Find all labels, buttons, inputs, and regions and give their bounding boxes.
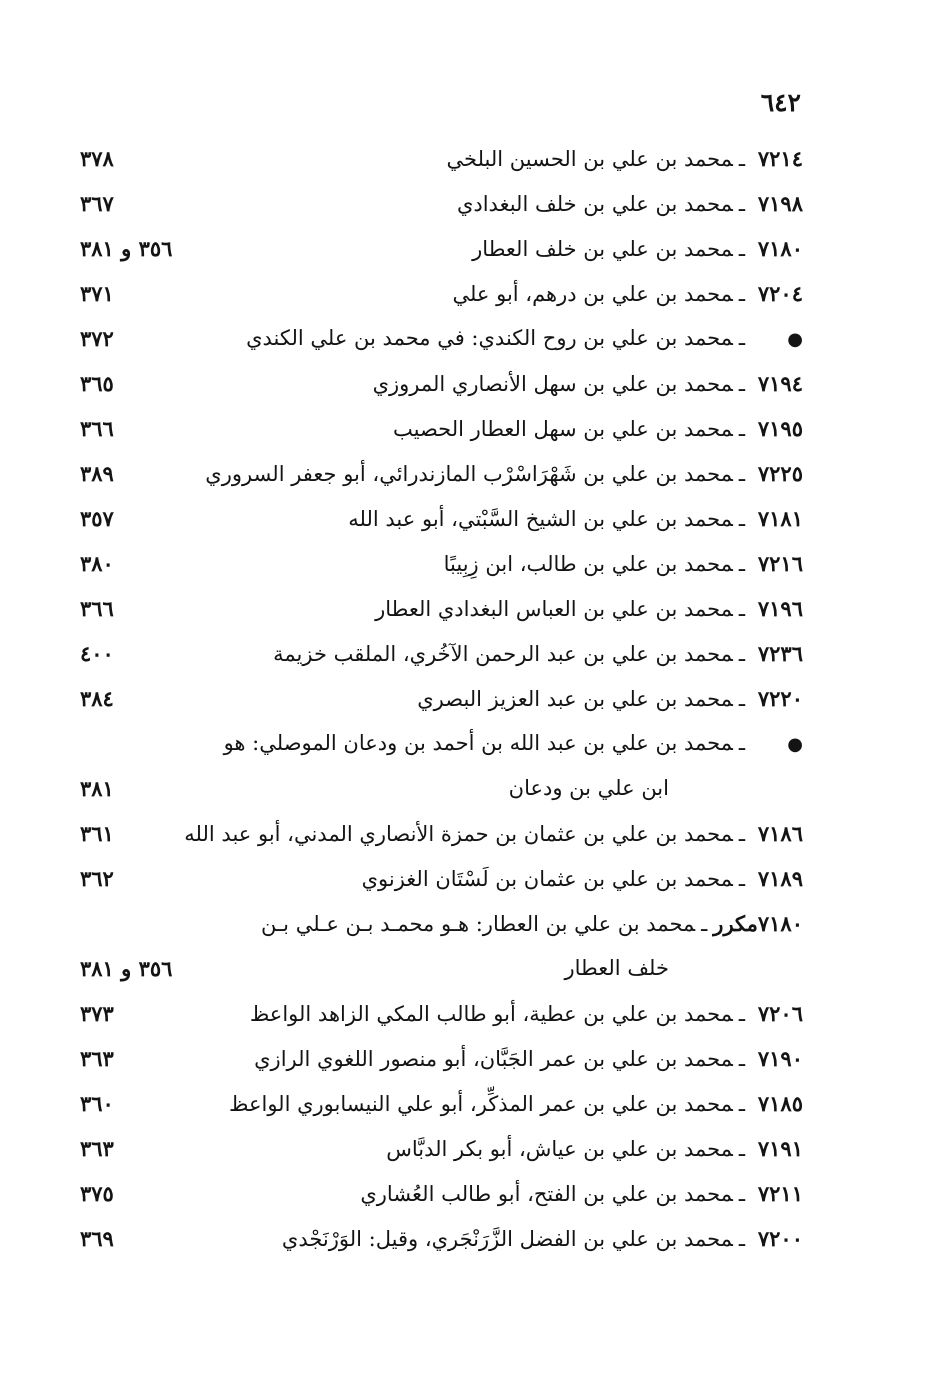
entry-continuation: خلف العطار <box>564 956 669 980</box>
index-entry <box>0 905 927 950</box>
entry-number: ٧١٨٩ <box>757 866 803 891</box>
entry-text <box>348 506 803 531</box>
entry-name: محمد بن علي بن عبد الله بن أحمد بن ودعان الموصلي: هو <box>223 731 733 755</box>
index-entry <box>0 770 927 815</box>
entry-text <box>444 551 803 576</box>
entry-number: ٧٢١٤ <box>757 146 803 171</box>
index-entry <box>0 1085 927 1130</box>
entry-text <box>452 281 803 306</box>
entry-name: محمد بن علي بن العباس البغدادي العطار <box>375 597 733 621</box>
entry-pages: ٣٦٣ <box>80 1136 114 1161</box>
entry-name: محمد بن علي بن خلف البغدادي <box>456 192 733 216</box>
entry-name: محمد بن علي بن الحسين البلخي <box>446 147 733 171</box>
entry-pages: ٣٦٧ <box>80 191 114 216</box>
entry-number: ٧٢٢٠ <box>757 686 803 711</box>
entry-pages: ٣٦٦ <box>80 596 114 621</box>
index-entry <box>0 590 927 635</box>
entry-name: محمد بن علي بن عطية، أبو طالب المكي الزاهد الواعظ <box>249 1002 733 1026</box>
entry-number: ٧١٨٥ <box>757 1091 803 1116</box>
entry-pages: ٣٦٠ <box>80 1091 114 1116</box>
bullet-icon: ● <box>787 329 803 350</box>
entry-name: محمد بن علي بن عمر الجَبَّان، أبو منصور اللغوي الرازي <box>254 1047 733 1071</box>
entry-pages: ٣٧١ <box>80 281 114 306</box>
index-entry <box>0 635 927 680</box>
entry-dash: ـ <box>738 1047 745 1071</box>
entry-pages: ٣٧٢ <box>80 326 114 351</box>
entry-dash: ـ <box>738 1092 745 1116</box>
entry-dash: ـ <box>738 326 745 350</box>
entry-name: محمد بن علي بن شَهْرَاسْرْب المازندرائي، أبو جعفر السروري <box>205 462 733 486</box>
entry-dash: ـ <box>738 642 745 666</box>
entry-name: محمد بن علي بن عبد الرحمن الآخُري، الملقب خزيمة <box>273 642 733 666</box>
entry-text <box>254 1046 803 1071</box>
entry-text <box>360 1181 803 1206</box>
entry-pages: ٣٨٩ <box>80 461 114 486</box>
entry-name: محمد بن علي بن طالب، ابن زِبِيبًا <box>443 552 733 576</box>
entry-dash: ـ <box>738 462 745 486</box>
entry-number: ٧٢٢٥ <box>757 461 803 486</box>
entry-pages: ٣٦١ <box>80 821 114 846</box>
index-entry <box>0 230 927 275</box>
index-entry <box>0 320 927 365</box>
index-entry <box>0 1040 927 1085</box>
index-entry <box>0 860 927 905</box>
entry-dash: ـ <box>738 147 745 171</box>
entry-dash: ـ <box>738 687 745 711</box>
entry-pages: ٣٧٥ <box>80 1181 114 1206</box>
entry-dash: ـ <box>738 1137 745 1161</box>
entry-dash: ـ <box>738 192 745 216</box>
entry-text <box>229 1091 803 1116</box>
entry-dash: ـ <box>738 731 745 755</box>
entry-pages: ٣٦٩ <box>80 1226 114 1251</box>
entry-number: ٧٢٣٦ <box>757 641 803 666</box>
entry-pages: ٣٥٦ و ٣٨١ <box>80 236 173 261</box>
entry-pages: ٣٨١ <box>80 776 114 801</box>
entry-text <box>386 1136 803 1161</box>
entry-text <box>447 146 803 171</box>
entry-name: محمد بن علي بن عياش، أبو بكر الدبَّاس <box>386 1137 733 1161</box>
index-entry <box>0 725 927 770</box>
entry-text <box>393 416 803 441</box>
entry-dash: ـ <box>738 237 745 261</box>
entry-number: ٧٢٠٦ <box>757 1001 803 1026</box>
entry-number: ٧١٩١ <box>757 1136 803 1161</box>
entry-dash: ـ <box>738 1002 745 1026</box>
entry-number: ٧١٨٠ <box>757 236 803 261</box>
entry-number: ٧١٨٠مكرر <box>713 911 803 936</box>
index-entry <box>0 455 927 500</box>
entry-pages: ٣٦٦ <box>80 416 114 441</box>
index-entry <box>0 950 927 995</box>
entry-dash: ـ <box>738 507 745 531</box>
entry-dash: ـ <box>738 867 745 891</box>
index-entry <box>0 1130 927 1175</box>
entry-number: ٧٢٠٤ <box>757 281 803 306</box>
index-entry <box>0 410 927 455</box>
entry-text <box>246 326 803 350</box>
entry-dash: ـ <box>738 1227 745 1251</box>
entry-name: محمد بن علي بن الفتح، أبو طالب العُشاري <box>360 1182 733 1206</box>
index-entry <box>0 1175 927 1220</box>
index-list <box>0 140 927 1265</box>
bullet-icon: ● <box>787 734 803 755</box>
entry-pages: ٣٥٧ <box>80 506 114 531</box>
entry-name: محمد بن علي بن سهل العطار الحصيب <box>393 417 733 441</box>
entry-name: محمد بن علي بن الشيخ السَّبْتي، أبو عبد الله <box>348 507 733 531</box>
entry-number: ٧١٩٨ <box>757 191 803 216</box>
index-entry <box>0 185 927 230</box>
index-entry <box>0 545 927 590</box>
entry-pages: ٣٦٢ <box>80 866 114 891</box>
entry-dash: ـ <box>738 822 745 846</box>
entry-text <box>282 1226 803 1251</box>
entry-text <box>417 686 803 711</box>
index-entry <box>0 995 927 1040</box>
entry-name: محمد بن علي بن درهم، أبو علي <box>452 282 733 306</box>
entry-name: محمد بن علي بن سهل الأنصاري المروزي <box>372 372 733 396</box>
entry-pages: ٣٨٠ <box>80 551 114 576</box>
entry-text <box>457 191 803 216</box>
index-entry <box>0 275 927 320</box>
entry-dash: ـ <box>738 372 745 396</box>
entry-text <box>261 911 803 936</box>
entry-text <box>472 236 803 261</box>
entry-text <box>375 596 803 621</box>
entry-text <box>362 866 803 891</box>
entry-continuation: ابن علي بن ودعان <box>508 776 669 800</box>
page-number: ٦٤٢ <box>760 88 801 117</box>
entry-dash: ـ <box>738 282 745 306</box>
index-entry <box>0 365 927 410</box>
index-entry <box>0 1220 927 1265</box>
entry-pages: ٣٦٣ <box>80 1046 114 1071</box>
entry-pages: ٣٦٥ <box>80 371 114 396</box>
entry-dash: ـ <box>738 597 745 621</box>
entry-number: ٧٢٠٠ <box>757 1226 803 1251</box>
entry-text <box>184 821 803 846</box>
entry-name: محمد بن علي بن عثمان بن لَسْتَان الغزنوي <box>361 867 733 891</box>
entry-name: محمد بن علي بن الفضل الزَّرَنْجَري، وقيل: الوَرْنَجْدي <box>281 1227 733 1251</box>
entry-dash: ـ <box>738 417 745 441</box>
entry-name: محمد بن علي بن العطار: هـو محمـد بـن عـلي بـن <box>261 912 696 936</box>
index-entry <box>0 680 927 725</box>
entry-dash: ـ <box>701 912 708 936</box>
entry-text <box>373 371 803 396</box>
entry-text <box>273 641 803 666</box>
entry-pages: ٣٧٣ <box>80 1001 114 1026</box>
entry-dash: ـ <box>738 1182 745 1206</box>
entry-number: ٧١٩٠ <box>757 1046 803 1071</box>
entry-number: ٧١٨٦ <box>757 821 803 846</box>
entry-name: محمد بن علي بن روح الكندي: في محمد بن علي الكندي <box>246 326 733 350</box>
index-entry <box>0 140 927 185</box>
entry-name: محمد بن علي بن عبد العزيز البصري <box>417 687 733 711</box>
entry-name: محمد بن علي بن خلف العطار <box>472 237 733 261</box>
entry-number: ٧١٨١ <box>757 506 803 531</box>
entry-number: ٧٢١١ <box>757 1181 803 1206</box>
entry-text <box>205 461 803 486</box>
index-entry <box>0 500 927 545</box>
index-entry <box>0 815 927 860</box>
entry-number: ٧١٩٤ <box>757 371 803 396</box>
entry-pages: ٣٥٦ و ٣٨١ <box>80 956 173 981</box>
entry-dash: ـ <box>738 552 745 576</box>
entry-number: ٧٢١٦ <box>757 551 803 576</box>
entry-text <box>224 731 803 755</box>
entry-number: ٧١٩٦ <box>757 596 803 621</box>
entry-pages: ٤٠٠ <box>80 641 114 666</box>
entry-pages: ٣٧٨ <box>80 146 114 171</box>
entry-number: ٧١٩٥ <box>757 416 803 441</box>
entry-name: محمد بن علي بن عثمان بن حمزة الأنصاري المدني، أبو عبد الله <box>184 822 733 846</box>
entry-text <box>250 1001 803 1026</box>
entry-name: محمد بن علي بن عمر المذكِّر، أبو علي النيسابوري الواعظ <box>229 1092 733 1116</box>
entry-pages: ٣٨٤ <box>80 686 114 711</box>
